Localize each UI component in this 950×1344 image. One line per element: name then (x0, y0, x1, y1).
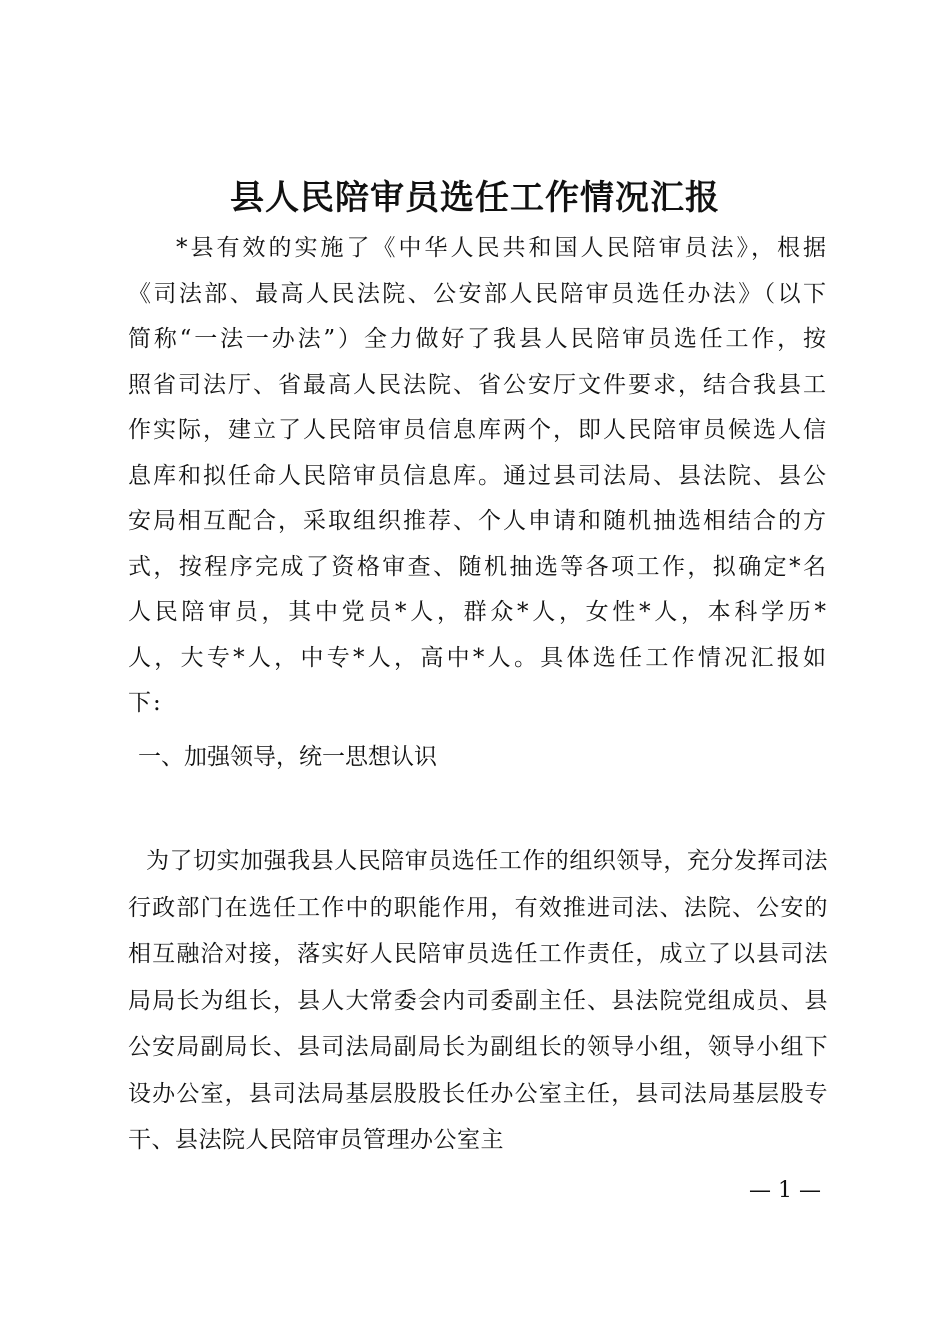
section-heading: 一、加强领导，统一思想认识 (138, 744, 437, 770)
intro-paragraph: *县有效的实施了《中华人民共和国人民陪审员法》，根据《司法部、最高人民法院、公安部人民陪审员选任办法》（以下简称“一法一办法”）全力做好了我县人民陪审员选任工作，按照省司法厅、省最高人民法院、省公安厅文件要求，结合我县工作实际，建立了人民陪审员信息库两个，即人民陪审员候选人信息库和拟任命人民陪审员信息库。通过县司法局、县法院、县公安局相互配合，采取组织推荐、个人申请和随机抽选相结合的方式，按程序完成了资格审查、随机抽选等各项工作，拟确定*名人民陪审员，其中党员*人，群众*人，女性*人，本科学历*人，大专*人，中专*人，高中*人。具体选任工作情况汇报如下: (128, 235, 828, 716)
page-number: — 1 — (749, 1178, 821, 1203)
section-paragraph: 为了切实加强我县人民陪审员选任工作的组织领导，充分发挥司法行政部门在选任工作中的职能作用，有效推进司法、法院、公安的相互融洽对接，落实好人民陪审员选任工作责任，成立了以县司法局局长为组长，县人大常委会内司委副主任、县法院党组成员、县公安局副局长、县司法局副局长为副组长的领导小组，领导小组下设办公室，县司法局基层股股长任办公室主任，县司法局基层股专干、县法院人民陪审员管理办公室主 (128, 848, 828, 1153)
document-title: 县人民陪审员选任工作情况汇报 (230, 178, 720, 218)
